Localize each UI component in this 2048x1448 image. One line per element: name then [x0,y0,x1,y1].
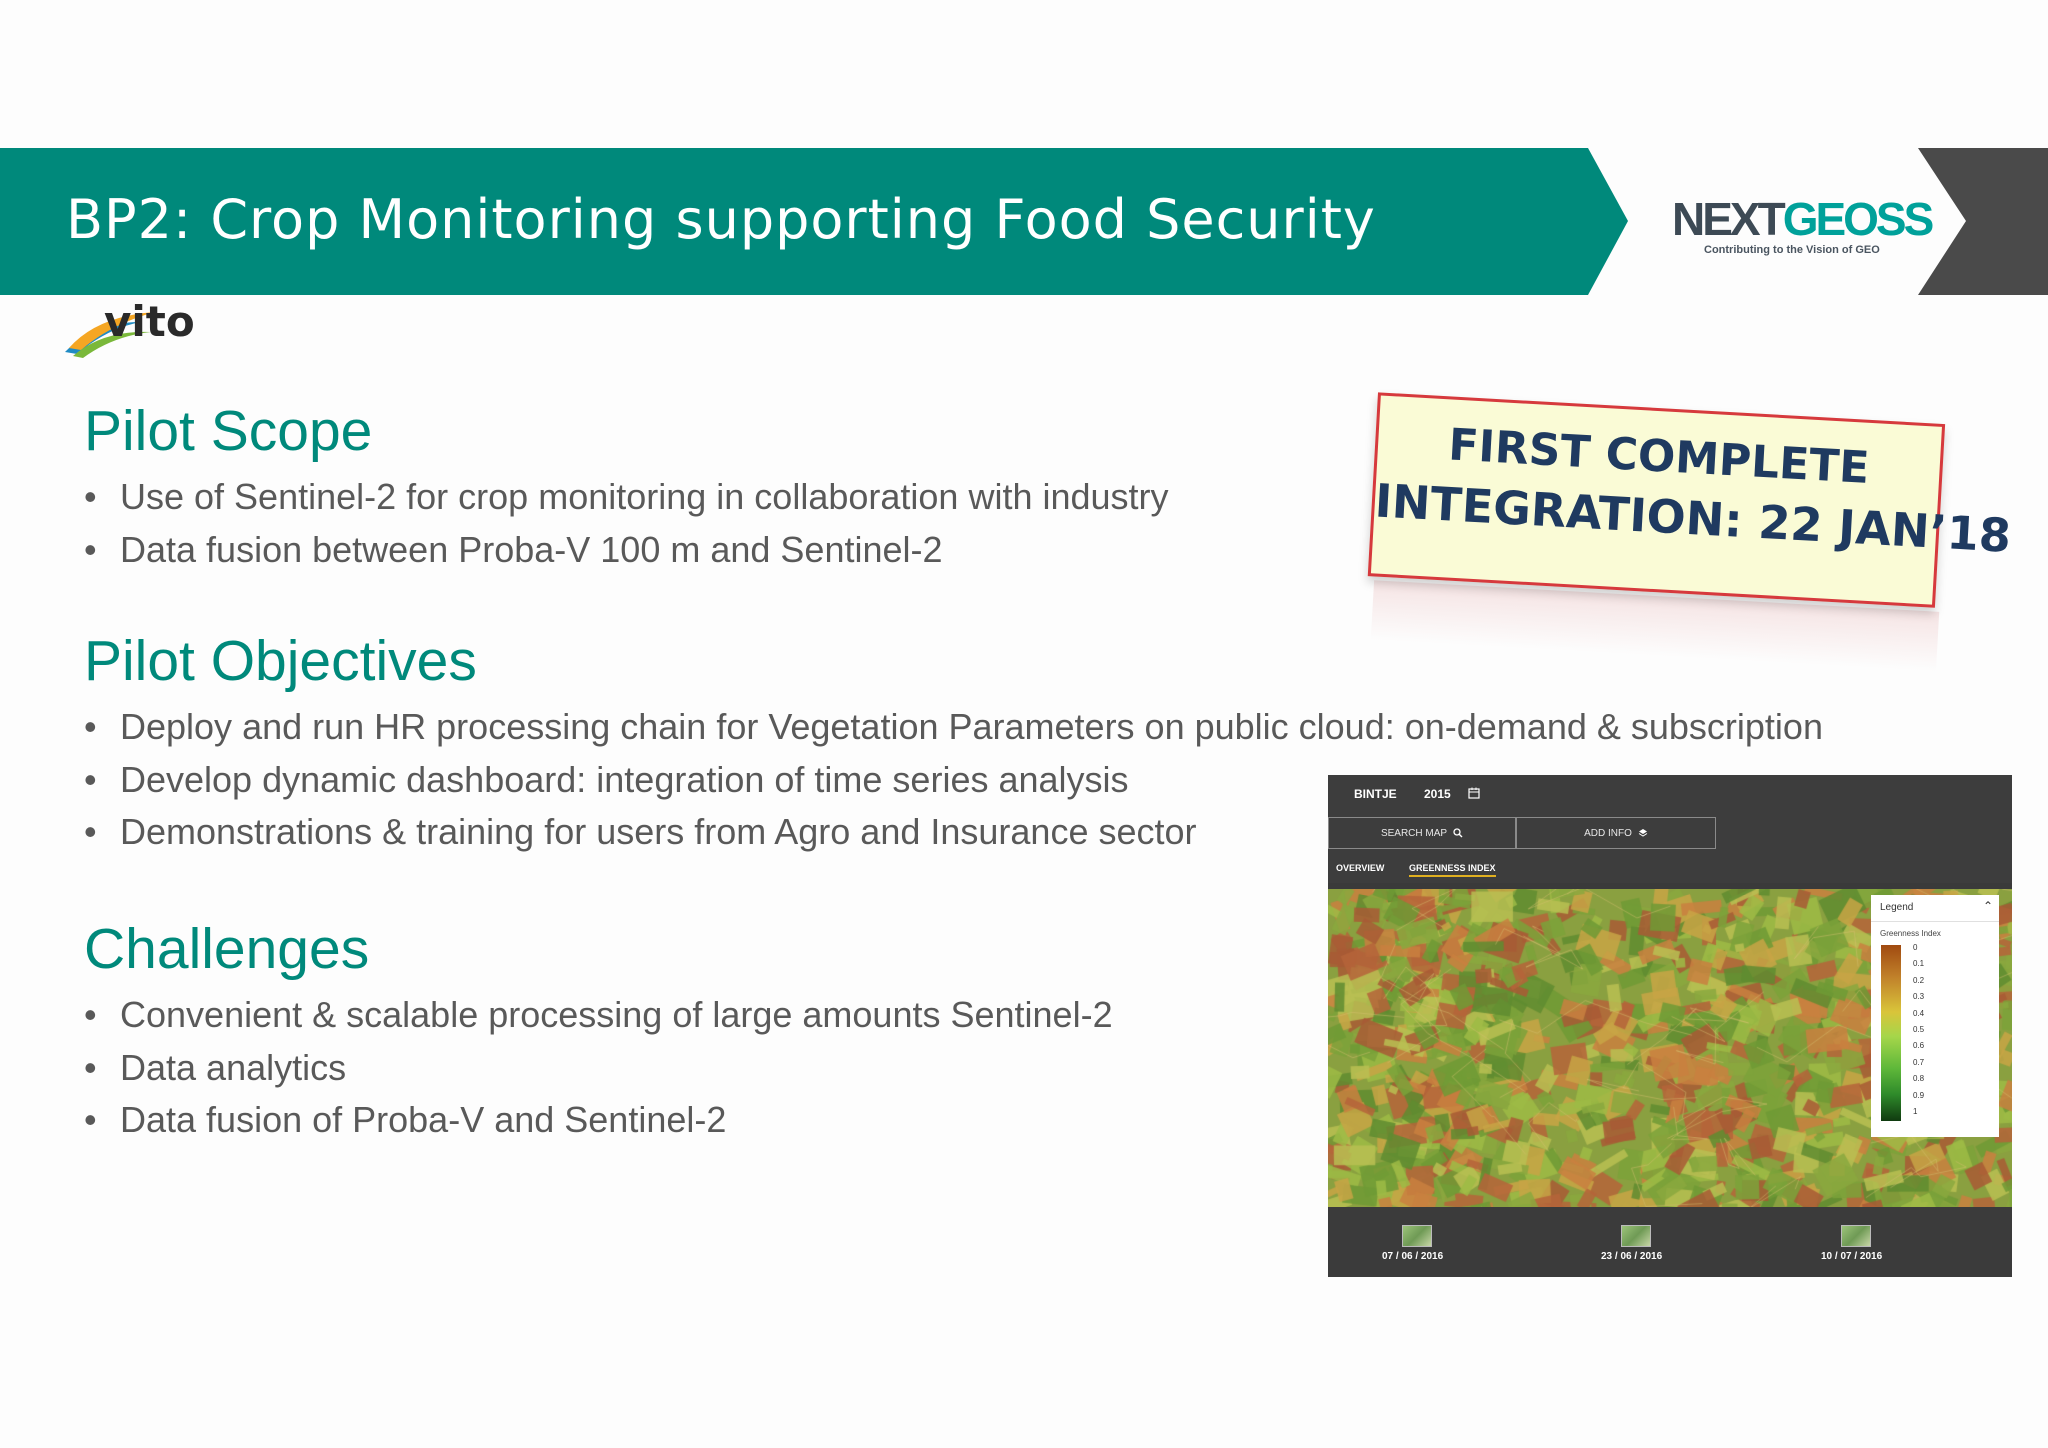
timeline-date[interactable]: 10 / 07 / 2016 [1821,1251,1883,1262]
legend-header[interactable] [1871,895,1999,922]
list-item: • Data fusion of Proba-V and Sentinel-2 [84,1094,1113,1147]
timeline-thumbnail[interactable] [1402,1225,1432,1247]
stamp-line-2: INTEGRATION: 22 JAN’18 [1373,473,2013,563]
search-map-label: SEARCH MAP [1380,827,1448,839]
timeline-thumbnail[interactable] [1621,1225,1651,1247]
integration-stamp [1367,392,2013,623]
dashboard-year: 2015 [1424,787,1451,801]
chevron-right-icon [1918,148,2048,295]
list-item: • Data fusion between Proba-V 100 m and Sentinel-2 [84,524,1169,577]
pilot-objectives-heading: Pilot Objectives [84,629,477,693]
nextgeoss-wordmark-right: GEOSS [1782,193,1932,245]
search-map-button[interactable] [1328,817,1516,849]
stamp-line-1: FIRST COMPLETE [1447,419,1871,494]
vito-wordmark: vito [104,297,195,346]
tab-overview[interactable]: OVERVIEW [1336,863,1385,873]
nextgeoss-wordmark [1672,192,1931,246]
pilot-scope-heading: Pilot Scope [84,399,373,463]
nextgeoss-tagline: Contributing to the Vision of GEO [1704,244,1880,256]
slide-title: BP2: Crop Monitoring supporting Food Security [66,188,1376,251]
list-item: • Convenient & scalable processing of large amounts Sentinel-2 [84,989,1113,1042]
legend-color-ramp [1881,945,1901,1121]
dashboard-field-name: BINTJE [1354,787,1397,801]
search-icon [1453,828,1463,838]
legend-subtitle: Greenness Index [1880,929,1941,938]
list-item: • Develop dynamic dashboard: integration of time series analysis [84,754,1823,807]
legend-tick-label: 0.6 [1913,1041,1925,1051]
tab-greenness-index[interactable]: GREENNESS INDEX [1409,863,1496,877]
timeline-date[interactable]: 23 / 06 / 2016 [1601,1251,1663,1262]
challenges-list [84,989,1113,1147]
layers-icon [1638,828,1648,838]
legend-title: Legend [1880,902,1914,913]
stamp-box [1368,392,2013,607]
map-legend [1871,895,1999,1137]
challenges-heading: Challenges [84,917,370,981]
legend-tick-label: 0 [1913,943,1918,952]
timeline-date[interactable]: 07 / 06 / 2016 [1382,1251,1444,1262]
list-item: • Use of Sentinel-2 for crop monitoring in collaboration with industry [84,471,1169,524]
legend-tick-label: 0.9 [1913,1090,1925,1100]
add-info-button[interactable] [1516,817,1716,849]
legend-tick-label: 0.5 [1913,1025,1925,1034]
list-item: • Data analytics [84,1042,1113,1095]
legend-tick-label: 0.1 [1913,959,1925,969]
legend-tick-label: 0.2 [1913,975,1925,985]
list-item: • Demonstrations & training for users from Agro and Insurance sector [84,806,1823,859]
list-item: • Deploy and run HR processing chain for Vegetation Parameters on public cloud: on-demand & subscription [84,701,1823,754]
calendar-icon[interactable] [1468,787,1480,799]
add-info-label: ADD INFO [1584,827,1632,839]
pilot-scope-list [84,471,1169,576]
legend-tick-label: 0.8 [1913,1074,1925,1084]
chevron-up-icon: ⌃ [1983,899,1994,913]
legend-tick-label: 1 [1913,1107,1918,1116]
nextgeoss-wordmark-left: NEXT [1672,193,1783,245]
legend-tick-label: 0.3 [1913,992,1925,1002]
dashboard-screenshot [1328,775,2012,1277]
legend-tick-label: 0.7 [1913,1057,1925,1067]
legend-tick-label: 0.4 [1913,1008,1925,1018]
timeline-thumbnail[interactable] [1841,1225,1871,1247]
